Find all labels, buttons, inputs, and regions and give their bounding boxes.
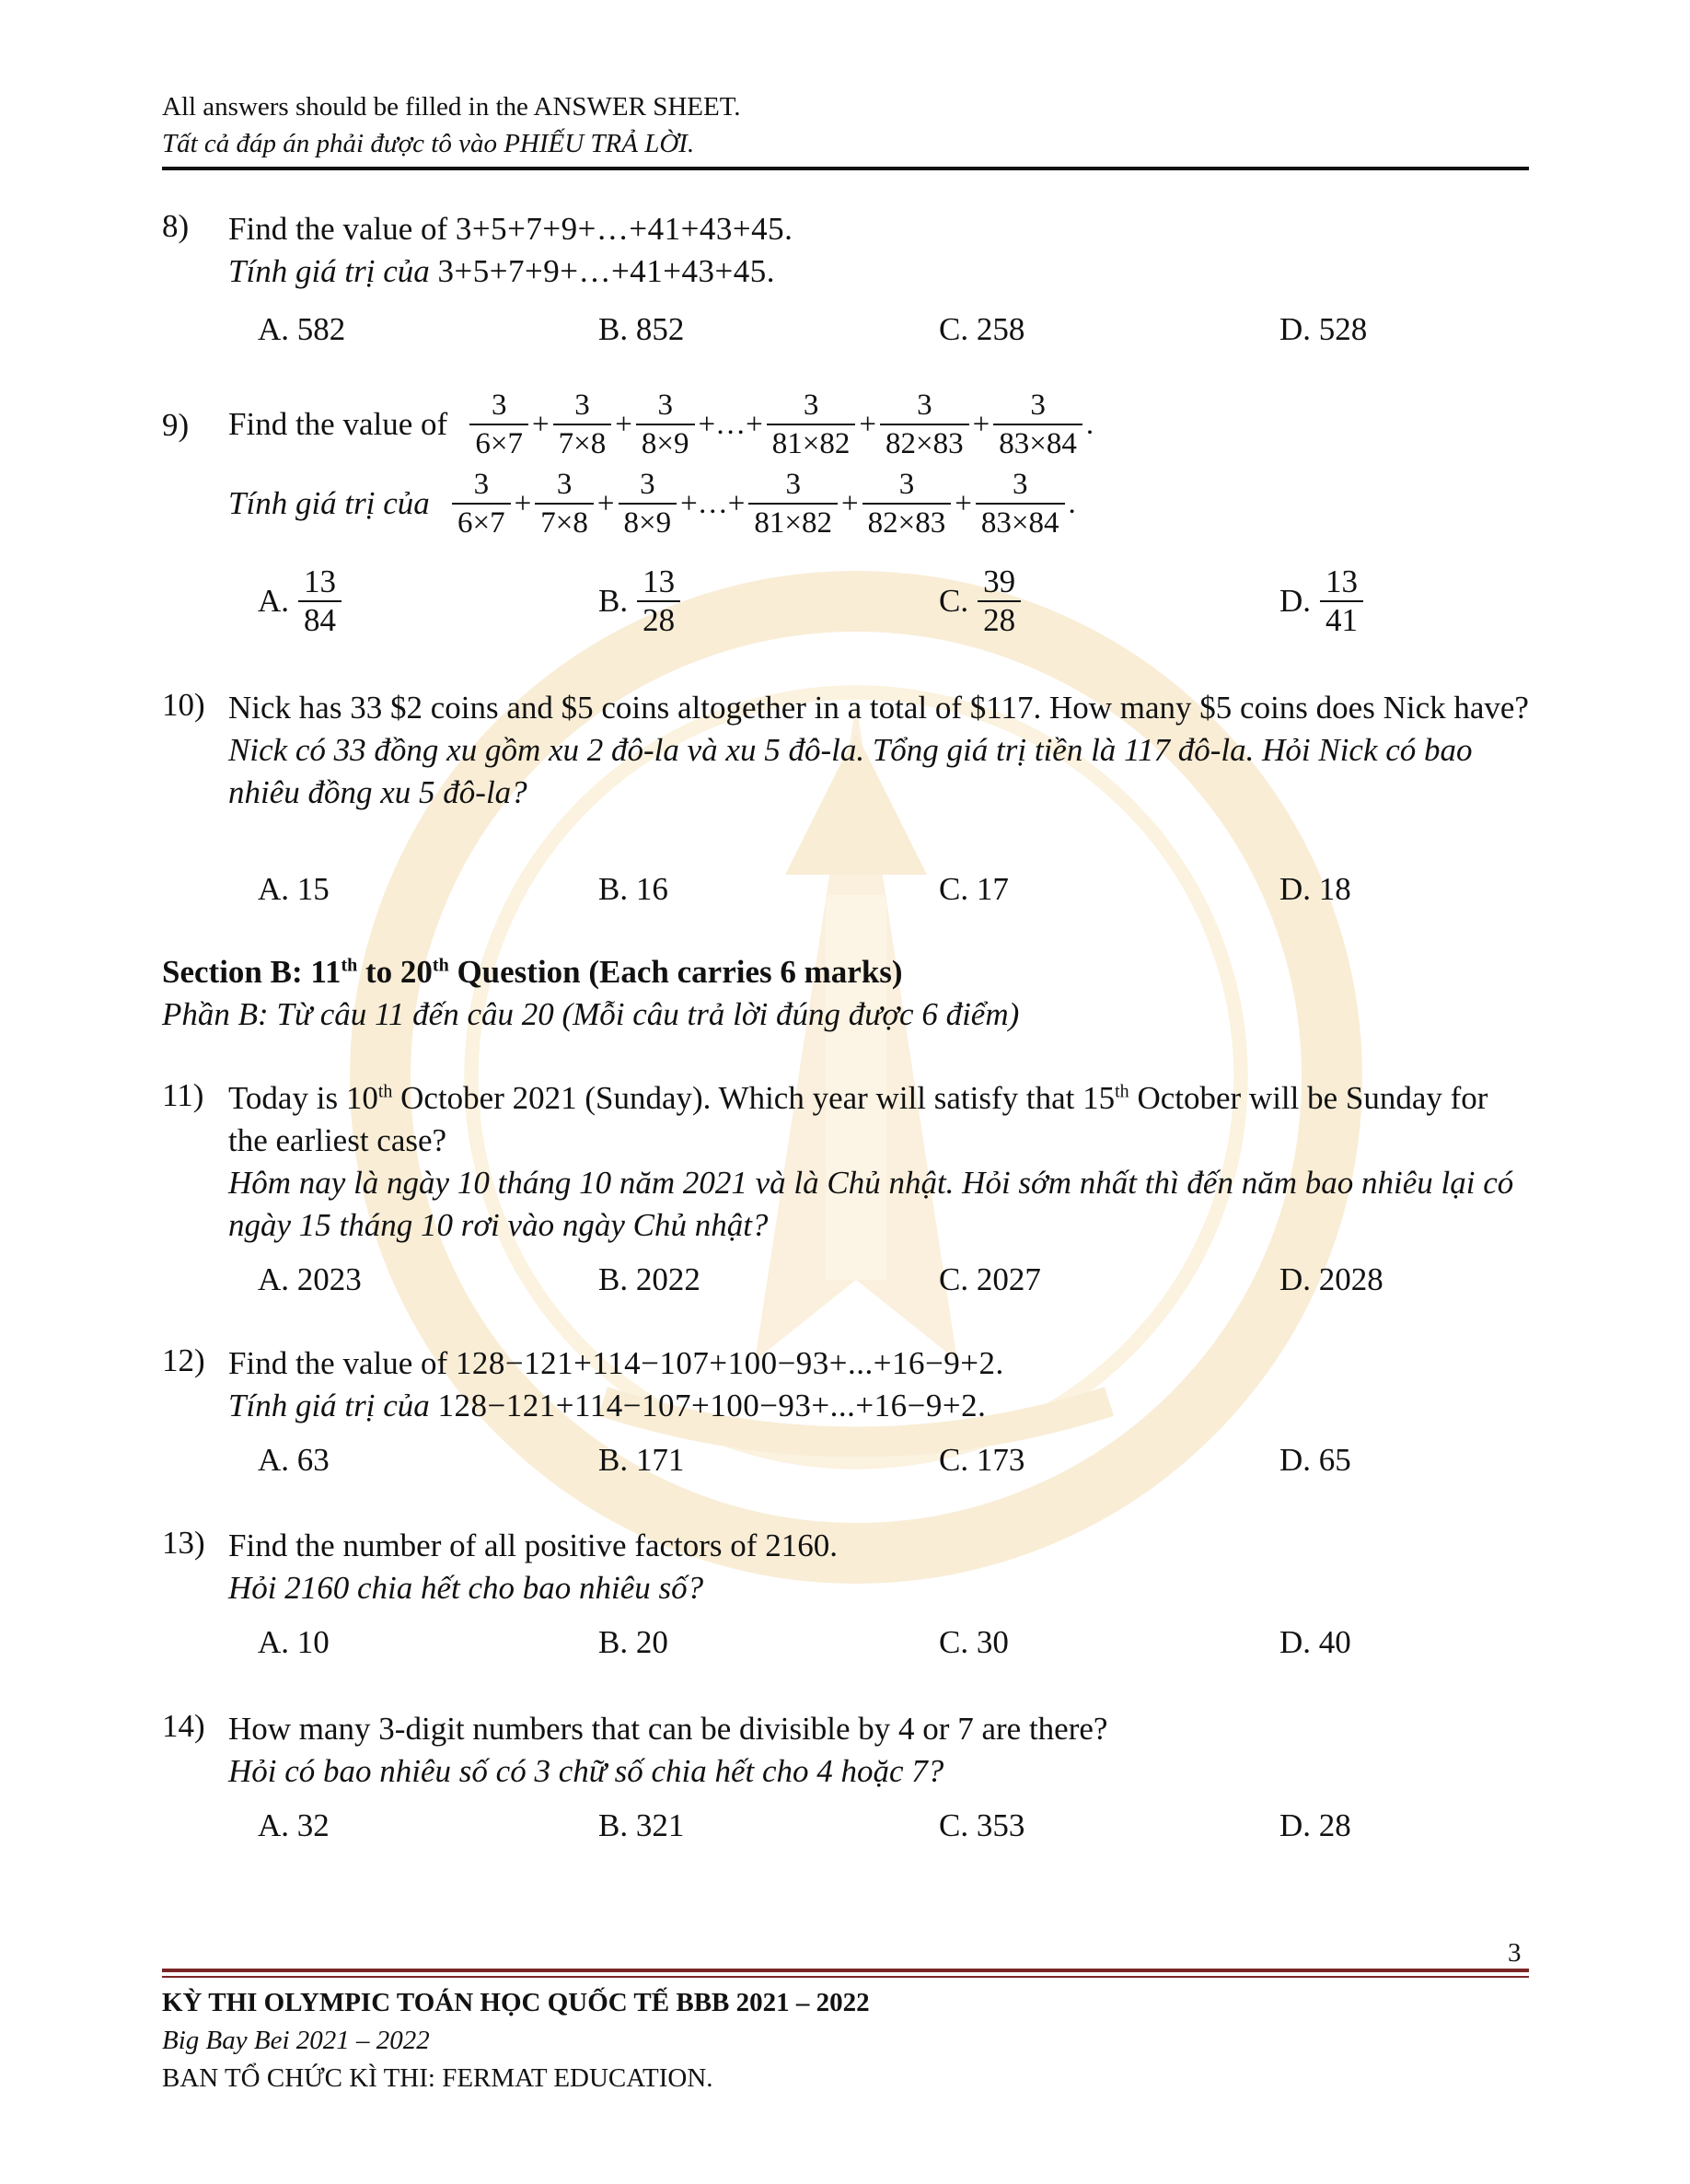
option-d[interactable]: D. 28 <box>1279 1807 1351 1843</box>
question-expression: 3+5+7+9+…+41+43+45. <box>455 211 793 247</box>
option-b[interactable]: B. 20 <box>598 1624 668 1660</box>
question-text <box>228 1525 1534 1609</box>
question-vi: Nick có 33 đồng xu gồm xu 2 đô-la và xu 5 đô-la. Tổng giá trị tiền là 117 đô-la. Hỏi Nick có bao nhiêu đồng xu 5 đô-la? <box>228 732 1473 810</box>
question-10 <box>162 687 1534 917</box>
option-d[interactable]: D. 2028 <box>1279 1261 1383 1297</box>
answer-options <box>258 1261 1534 1317</box>
question-11 <box>162 1077 1534 1307</box>
question-number: 8) <box>162 208 190 244</box>
option-b[interactable]: B. 852 <box>598 311 685 347</box>
option-a[interactable]: A. 32 <box>258 1807 330 1843</box>
header-instruction-vi: Tất cả đáp án phải được tô vào PHIẾU TRẢ LỜI. <box>162 129 695 158</box>
question-number: 13) <box>162 1525 205 1561</box>
header-instruction-en: All answers should be filled in the ANSWER SHEET. <box>162 92 741 122</box>
question-number: 11) <box>162 1077 204 1113</box>
question-text <box>228 687 1534 814</box>
footer-rule-thin <box>162 1976 1529 1978</box>
answer-options <box>258 311 1534 366</box>
question-text <box>228 1342 1534 1427</box>
option-d[interactable]: D. 65 <box>1279 1442 1351 1478</box>
option-b[interactable]: B. 171 <box>598 1442 685 1478</box>
option-b[interactable]: B. $\frac{13}{28}$ <box>598 563 682 639</box>
question-en: How many 3-digit numbers that can be divisible by 4 or 7 are there? <box>228 1711 1108 1747</box>
answer-options <box>258 871 1534 926</box>
page-header <box>162 88 1529 162</box>
section-title-en: Section B: 11th to 20th Question (Each carries 6 marks) <box>162 954 903 990</box>
question-expression: 128−121+114−107+100−93+...+16−9+2. <box>455 1345 1004 1381</box>
answer-options <box>258 563 1534 646</box>
footer-subtitle: Big Bay Bei 2021 – 2022 <box>162 2026 430 2055</box>
option-c[interactable]: C. $\frac{39}{28}$ <box>939 563 1023 639</box>
question-expression-vi: 128−121+114−107+100−93+...+16−9+2. <box>437 1388 987 1423</box>
option-d[interactable]: D. 528 <box>1279 311 1368 347</box>
option-b[interactable]: B. 16 <box>598 871 668 907</box>
option-d[interactable]: D. 18 <box>1279 871 1351 907</box>
question-vi: Hỏi 2160 chia hết cho bao nhiêu số? <box>228 1570 704 1606</box>
option-c[interactable]: C. 173 <box>939 1442 1025 1478</box>
question-9 <box>162 387 1534 654</box>
question-vi: Hỏi có bao nhiêu số có 3 chữ số chia hết cho 4 hoặc 7? <box>228 1753 944 1789</box>
question-number: 14) <box>162 1708 205 1744</box>
question-8 <box>162 208 1534 374</box>
option-c[interactable]: C. 2027 <box>939 1261 1041 1297</box>
fraction-term: $\frac{3}{82\times 83}$ <box>880 387 969 462</box>
question-text <box>228 208 1534 293</box>
option-c[interactable]: C. 353 <box>939 1807 1025 1843</box>
fraction-term: $\frac{3}{8\times 9}$ <box>619 466 677 541</box>
question-number: 10) <box>162 687 205 723</box>
option-d[interactable]: D. $\frac{13}{41}$ <box>1279 563 1365 639</box>
question-en: Today is 10th October 2021 (Sunday). Which year will satisfy that 15th October will be Sunday for the earliest case? <box>228 1080 1488 1158</box>
question-number: 12) <box>162 1342 205 1378</box>
fraction-term: $\frac{3}{81\times 82}$ <box>767 387 856 462</box>
option-a[interactable]: A. 582 <box>258 311 346 347</box>
question-en: Find the number of all positive factors of 2160. <box>228 1528 838 1563</box>
option-a[interactable]: A. 63 <box>258 1442 330 1478</box>
question-vi-prefix: Tính giá trị của <box>228 485 430 521</box>
question-en: Nick has 33 $2 coins and $5 coins altogether in a total of $117. How many $5 coins does Nick have? <box>228 690 1529 726</box>
question-12 <box>162 1342 1534 1499</box>
option-c[interactable]: C. 258 <box>939 311 1025 347</box>
question-13 <box>162 1525 1534 1681</box>
question-text <box>228 1077 1534 1247</box>
answer-options <box>258 1442 1534 1497</box>
option-a[interactable]: A. $\frac{13}{84}$ <box>258 563 343 639</box>
answer-options <box>258 1807 1534 1863</box>
footer-exam-title: KỲ THI OLYMPIC TOÁN HỌC QUỐC TẾ BBB 2021 – 2022 <box>162 1988 870 2017</box>
fraction-term: $\frac{3}{83\times 84}$ <box>976 466 1065 541</box>
fraction-term: $\frac{3}{6\times 7}$ <box>469 387 528 462</box>
question-en-prefix: Find the value of <box>228 406 448 442</box>
option-b[interactable]: B. 321 <box>598 1807 685 1843</box>
page-footer <box>162 1984 1529 2097</box>
fraction-term: $\frac{3}{7\times 8}$ <box>553 387 612 462</box>
question-expression-vi: 3+5+7+9+…+41+43+45. <box>437 253 775 289</box>
footer-rule <box>162 1969 1529 1972</box>
option-d[interactable]: D. 40 <box>1279 1624 1351 1660</box>
fraction-term: $\frac{3}{82\times 83}$ <box>862 466 952 541</box>
question-en-prefix: Find the value of <box>228 1345 448 1381</box>
option-b[interactable]: B. 2022 <box>598 1261 700 1297</box>
fraction-term: $\frac{3}{7\times 8}$ <box>535 466 594 541</box>
header-rule <box>162 167 1529 170</box>
question-text <box>228 1708 1534 1793</box>
question-en-prefix: Find the value of <box>228 211 448 247</box>
question-vi-prefix: Tính giá trị của <box>228 253 430 289</box>
option-a[interactable]: A. 15 <box>258 871 330 907</box>
option-a[interactable]: A. 10 <box>258 1624 330 1660</box>
option-c[interactable]: C. 30 <box>939 1624 1009 1660</box>
fraction-term: $\frac{3}{83\times 84}$ <box>993 387 1082 462</box>
question-vi: Hôm nay là ngày 10 tháng 10 năm 2021 và là Chủ nhật. Hỏi sớm nhất thì đến năm bao nhiêu lại có ngày 15 tháng 10 rơi vào ngày Chủ nhật? <box>228 1165 1514 1243</box>
fraction-term: $\frac{3}{6\times 7}$ <box>452 466 511 541</box>
option-a[interactable]: A. 2023 <box>258 1261 362 1297</box>
section-b-heading <box>162 951 1019 1036</box>
answer-options <box>258 1624 1534 1679</box>
fraction-term: $\frac{3}{8\times 9}$ <box>636 387 695 462</box>
question-14 <box>162 1708 1534 1865</box>
question-vi-line: Tính giá trị của $\frac{3}{6\times 7}$ + $\frac{3}{7\times 8}$ + $\frac{3}{8\times 9}$ +…+ $\frac{3}{81\times 82}$ + $\frac{3}{82\times 83}$ + $\frac{3}{83\times 84}$ . <box>228 468 1076 540</box>
question-number: 9) <box>162 407 190 443</box>
page-number: 3 <box>1508 1938 1522 1968</box>
footer-organizer: BAN TỔ CHỨC KÌ THI: FERMAT EDUCATION. <box>162 2063 713 2093</box>
fraction-term: $\frac{3}{81\times 82}$ <box>748 466 838 541</box>
option-c[interactable]: C. 17 <box>939 871 1009 907</box>
question-en-line: Find the value of $\frac{3}{6\times 7}$ + $\frac{3}{7\times 8}$ + $\frac{3}{8\times 9}$ +…+ $\frac{3}{81\times 82}$ + $\frac{3}{82\times 83}$ + $\frac{3}{83\times 84}$ . <box>228 389 1094 460</box>
section-title-vi: Phần B: Từ câu 11 đến câu 20 (Mỗi câu trả lời đúng được 6 điểm) <box>162 996 1020 1032</box>
question-vi-prefix: Tính giá trị của <box>228 1388 430 1423</box>
